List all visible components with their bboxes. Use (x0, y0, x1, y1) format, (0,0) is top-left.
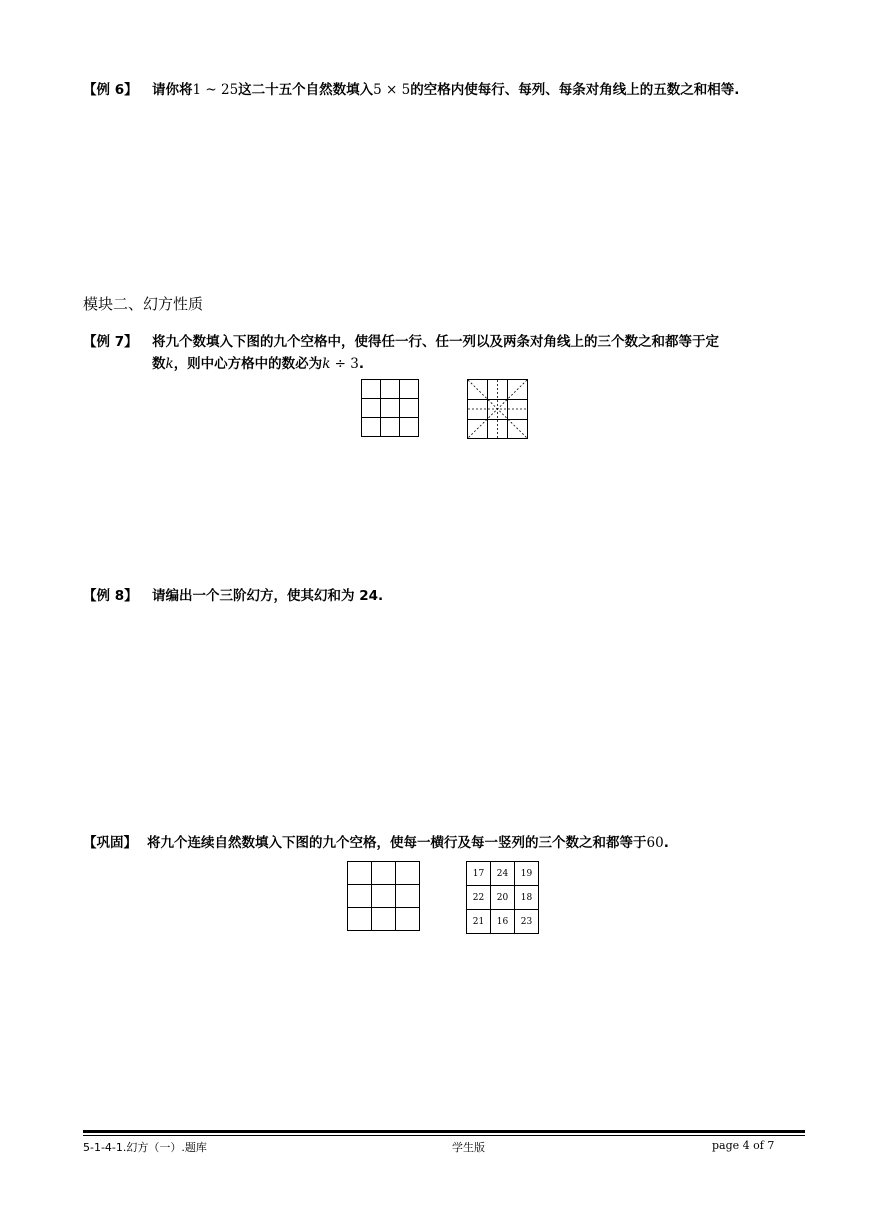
example-7-line2 (152, 352, 364, 376)
consolidate-text (147, 831, 669, 855)
grid-cell-value: 23 (515, 910, 539, 934)
consolidate-number: 60 (646, 835, 664, 851)
footer-rule-thick (83, 1130, 805, 1133)
dashed-lines-grid (467, 379, 529, 440)
variable-k-second: k (322, 356, 331, 372)
grid-cell-value: 16 (491, 910, 515, 934)
consolidate-end: . (663, 835, 669, 851)
grid-cell-value: 21 (467, 910, 491, 934)
section-title: 模块二、幻方性质 (83, 295, 204, 313)
grid-cell (362, 418, 381, 437)
variable-k: k (165, 356, 174, 372)
grid-cell (372, 908, 396, 931)
example-6-text-b: 这二十五个自然数填入 (238, 82, 374, 98)
filled-grid (466, 861, 539, 934)
footer-left: 5-1-4-1.幻方（一）.题库 (83, 1141, 207, 1154)
consolidate-tag: 【巩固】 (83, 835, 137, 851)
grid-cell (381, 380, 400, 399)
grid-cell (400, 418, 419, 437)
example-7-line2-b: ，则中心方格中的数必为 (173, 356, 323, 372)
example-6-math-size: 5 × 5 (373, 82, 411, 98)
example-7-line2-a: 数 (152, 356, 166, 372)
grid-cell (396, 908, 420, 931)
grid-cell (400, 380, 419, 399)
grid-cell-value: 20 (491, 886, 515, 910)
grid-cell (348, 885, 372, 908)
consolidate-text-main: 将九个连续自然数填入下图的九个空格，使每一横行及每一竖列的三个数之和都等于 (147, 835, 647, 851)
grid-cell-value: 19 (515, 862, 539, 886)
example-7-tag: 【例 7】 (83, 334, 138, 350)
grid-cell-value: 17 (467, 862, 491, 886)
grid-cell (348, 862, 372, 885)
grid-cell (372, 862, 396, 885)
grid-cell (400, 399, 419, 418)
grid-cell (362, 380, 381, 399)
grid-cell (381, 399, 400, 418)
grid-cell (362, 399, 381, 418)
grid-cell (396, 862, 420, 885)
example-6-text (152, 78, 739, 102)
footer-center: 学生版 (452, 1141, 485, 1154)
empty-grid-example-7 (361, 379, 419, 437)
empty-grid-consolidate (347, 861, 420, 931)
example-7-line2-end: . (358, 356, 365, 372)
grid-cell-value: 22 (467, 886, 491, 910)
footer-rule-thin (83, 1135, 805, 1136)
example-6-tag: 【例 6】 (83, 82, 138, 98)
example-6-text-a: 请你将 (152, 82, 193, 98)
grid-cell-value: 18 (515, 886, 539, 910)
grid-cell (381, 418, 400, 437)
example-8-text: 请编出一个三阶幻方，使其幻和为 24. (152, 588, 384, 604)
footer-page-number: page 4 of 7 (712, 1139, 775, 1152)
example-6-math-range: 1 ~ 25 (192, 82, 239, 98)
example-8-tag: 【例 8】 (83, 588, 138, 604)
grid-cell (348, 908, 372, 931)
grid-cell-value: 24 (491, 862, 515, 886)
example-7-line1: 将九个数填入下图的九个空格中，使得任一行、任一列以及两条对角线上的三个数之和都等于定 (152, 334, 719, 350)
divide-three: ÷ 3 (334, 356, 359, 372)
grid-cell (396, 885, 420, 908)
example-6-text-c: 的空格内使每行、每列、每条对角线上的五数之和相等. (410, 82, 740, 98)
grid-cell (372, 885, 396, 908)
